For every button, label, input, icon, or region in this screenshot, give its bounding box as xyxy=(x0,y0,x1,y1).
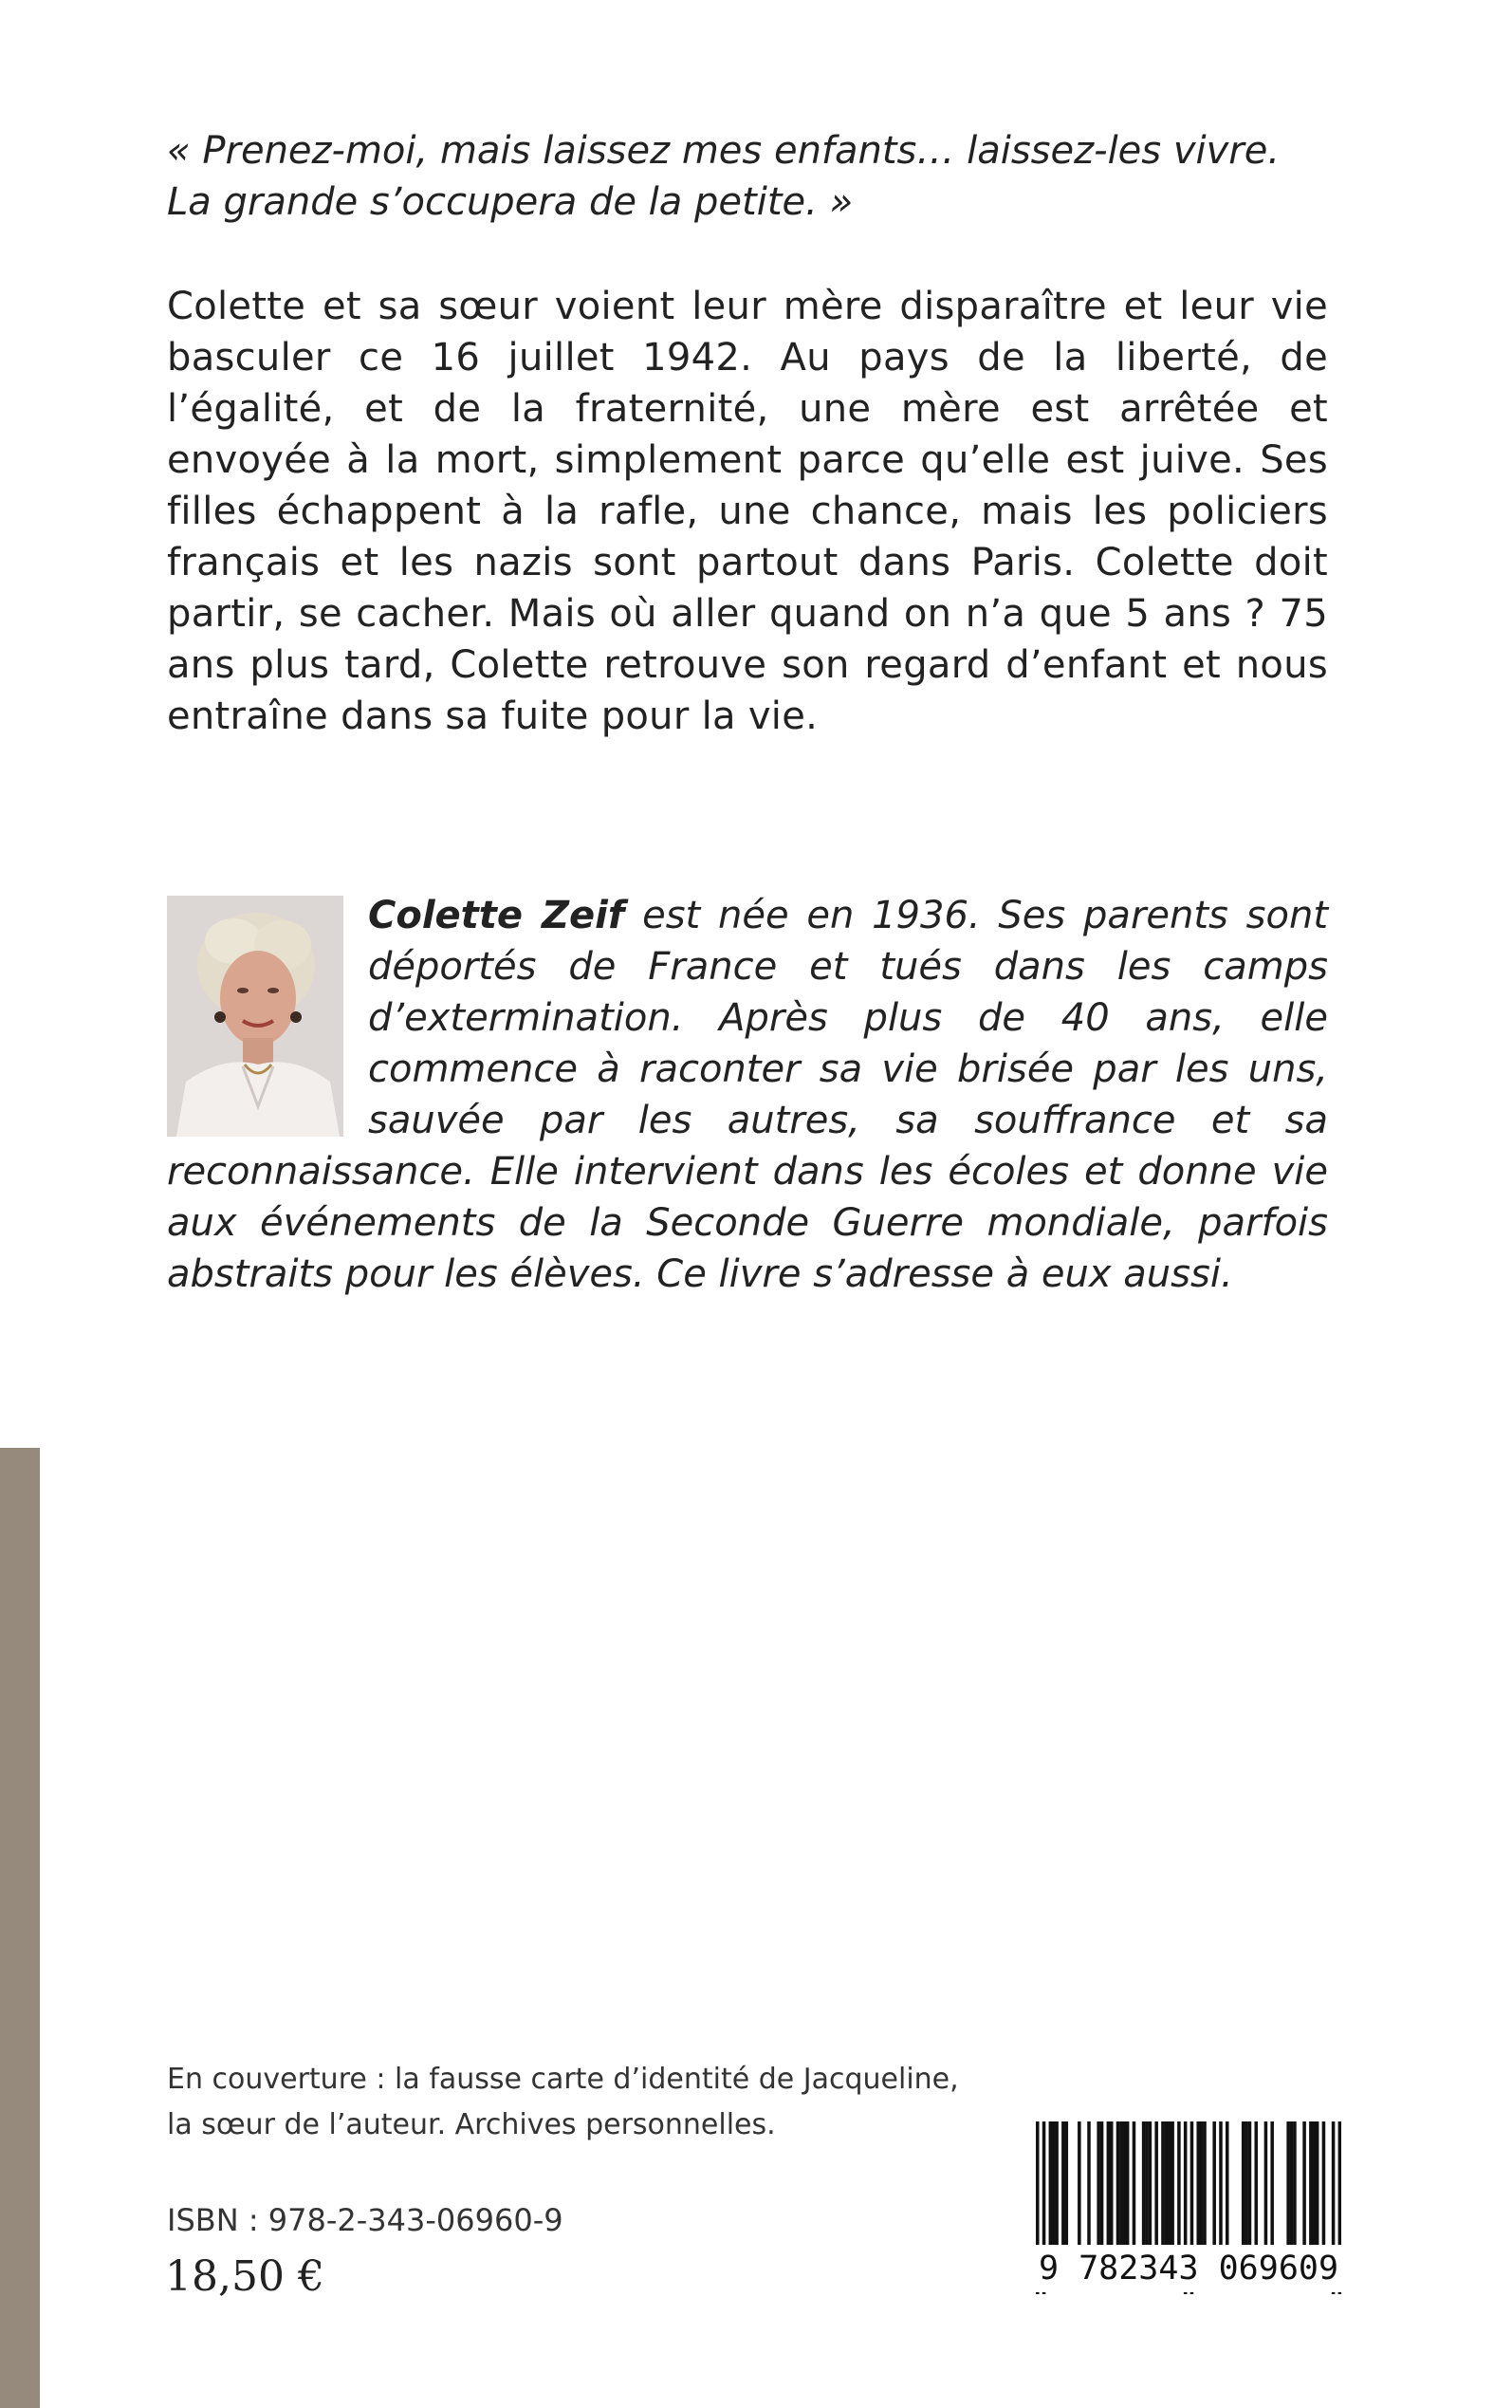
barcode-bar xyxy=(1293,2121,1297,2247)
barcode-bar xyxy=(1116,2121,1120,2247)
cover-credit xyxy=(167,2057,1021,2148)
barcode-bar xyxy=(1212,2121,1216,2247)
author-portrait-illustration xyxy=(167,896,343,1137)
barcode-bar xyxy=(1196,2121,1200,2247)
barcode-bar xyxy=(1065,2121,1069,2247)
barcode-bar xyxy=(1203,2121,1207,2247)
barcode-bar xyxy=(1309,2121,1313,2247)
barcode-bar xyxy=(1107,2121,1111,2247)
barcode-bar xyxy=(1078,2121,1081,2247)
barcode-bar xyxy=(1142,2121,1146,2247)
barcode-bar xyxy=(1254,2121,1258,2247)
barcode-bar xyxy=(1119,2121,1123,2247)
barcode-bar xyxy=(1154,2121,1158,2247)
author-bio-text: est née en 1936. Ses parents sont déportés de France et tués dans les camps d’extermination. Après plus de 40 ans, elle commence à raconter sa vie brisée par les uns, sauvée par les autres, sa souffrance et sa reconnaissance. Elle intervient dans les écoles et donne vie aux événements de la Seconde Guerre mondiale, parfois abstraits pour les élèves. Ce livre s’adresse à eux aussi. xyxy=(167,894,1329,1296)
barcode-bar xyxy=(1100,2121,1104,2247)
barcode-bar xyxy=(1055,2121,1059,2247)
barcode-bar xyxy=(1061,2121,1065,2247)
barcode-bar xyxy=(1200,2121,1204,2247)
barcode-bar xyxy=(1110,2121,1114,2247)
barcode-bar xyxy=(1177,2121,1181,2247)
cover-credit-line-2: la sœur de l’auteur. Archives personnelles. xyxy=(167,2108,776,2141)
author-name: Colette Zeif xyxy=(368,894,625,937)
barcode-bar xyxy=(1049,2121,1053,2247)
barcode-bar xyxy=(1316,2121,1319,2247)
isbn-label: ISBN : 978-2-343-06960-9 xyxy=(167,2202,563,2238)
quote-line-2: La grande s’occupera de la petite. » xyxy=(167,180,854,224)
barcode-bar xyxy=(1133,2121,1136,2247)
barcode-bar xyxy=(1168,2121,1171,2247)
barcode-bar xyxy=(1264,2121,1268,2247)
barcode-bar xyxy=(1245,2121,1248,2247)
epigraph-quote xyxy=(167,125,1334,228)
barcode-bar xyxy=(1145,2121,1149,2247)
barcode-bar xyxy=(1149,2121,1152,2247)
price-label: 18,50 € xyxy=(165,2252,324,2301)
barcode-bar xyxy=(1290,2121,1294,2247)
barcode-bar xyxy=(1123,2121,1127,2247)
barcode-bar xyxy=(1322,2121,1326,2247)
author-block xyxy=(167,890,1328,1300)
barcode-bar xyxy=(1126,2121,1130,2247)
spine-stripe xyxy=(0,1448,40,2408)
barcode-bar xyxy=(1248,2121,1252,2247)
barcode-bar xyxy=(1226,2121,1229,2247)
barcode-bar xyxy=(1171,2121,1174,2247)
barcode-bar xyxy=(1161,2121,1165,2247)
barcode-bar xyxy=(1165,2121,1169,2247)
barcode-bar xyxy=(1242,2121,1245,2247)
quote-line-1: « Prenez-moi, mais laissez mes enfants… laissez-les vivre. xyxy=(167,129,1281,173)
barcode-digits: 9 782343 069609 xyxy=(1036,2245,1341,2292)
barcode-bar xyxy=(1302,2121,1306,2247)
cover-credit-line-1: En couverture : la fausse carte d’identité de Jacqueline, xyxy=(167,2063,959,2096)
barcode-bar xyxy=(1097,2121,1100,2247)
barcode-bar xyxy=(1286,2121,1290,2247)
author-portrait xyxy=(167,896,343,1137)
book-summary: Colette et sa sœur voient leur mère disparaître et leur vie basculer ce 16 juillet 1942. Au pays de la liberté, de l’égalité, et de la fraternité, une mère est arrêtée et envoyée à la mort, simplement parce qu’elle est juive. Ses filles échappent à la rafle, une chance, mais les policiers français et les nazis sont partout dans Paris. Colette doit partir, se cacher. Mais où aller quand on n’a que 5 ans ? 75 ans plus tard, Colette retrouve son regard d’enfant et nous entraîne dans sa fuite pour la vie. xyxy=(167,285,1328,738)
barcode-bar xyxy=(1270,2121,1274,2247)
barcode-bar xyxy=(1052,2121,1056,2247)
barcode-bar xyxy=(1087,2121,1091,2247)
barcode-bar xyxy=(1219,2121,1223,2247)
barcode-bar xyxy=(1312,2121,1316,2247)
